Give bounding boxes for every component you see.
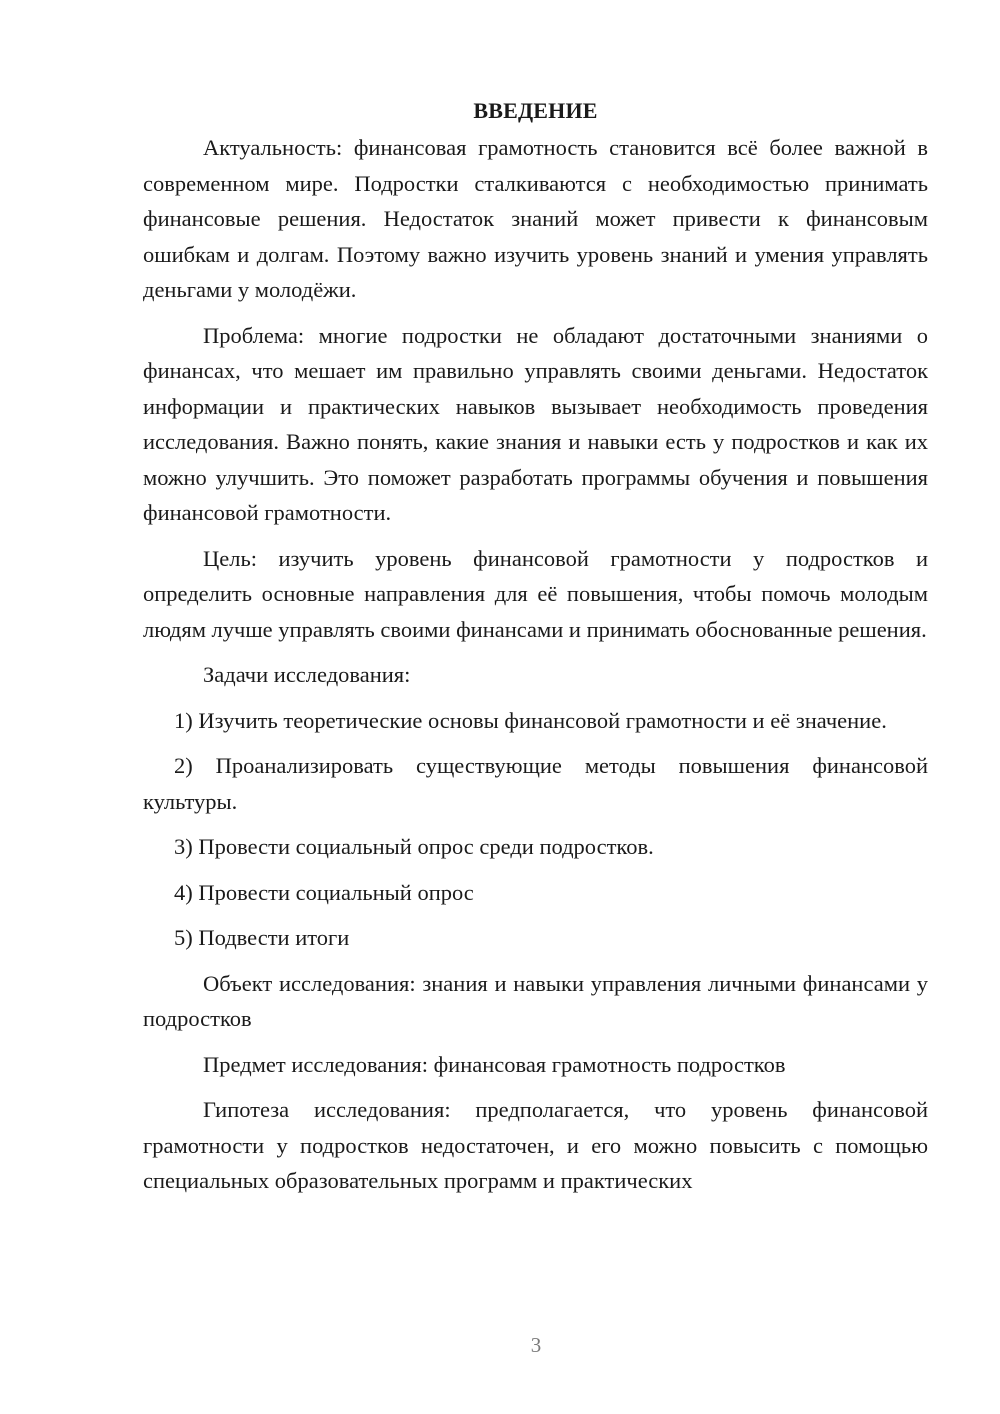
tasks-heading: Задачи исследования: [203,662,411,687]
task-item: 3) Провести социальный опрос среди подростков. [174,834,654,859]
task-item: 5) Подвести итоги [174,925,350,950]
paragraph-subject: Предмет исследования: финансовая грамотность подростков [203,1051,786,1077]
page-number: 3 [530,1333,542,1357]
section-title: ВВЕДЕНИЕ [473,98,598,123]
paragraph-object: Объект исследования: знания и навыки управления личными финансами у подростков [143,970,928,1031]
paragraph-relevance: Актуальность: финансовая грамотность становится всё более важной в современном мире. Подростки сталкиваются с необходимостью принимать финансовые решения. Недостаток знаний может привести к финансовым ошибкам и долгам. Поэтому важно изучить уровень знаний и умения управлять деньгами у молодёжи. [143,135,928,302]
task-item: 4) Провести социальный опрос [174,879,474,905]
task-item: 2) Проанализировать существующие методы повышения финансовой культуры. [143,753,928,814]
document-page [143,96,928,1199]
paragraph-hypothesis: Гипотеза исследования: предполагается, что уровень финансовой грамотности у подростков недостаточен, и его можно повысить с помощью специальных образовательных программ и практических [143,1097,928,1193]
task-item: 1) Изучить теоретические основы финансовой грамотности и её значение. [174,707,887,733]
paragraph-goal: Цель: изучить уровень финансовой грамотности у подростков и определить основные направления для её повышения, чтобы помочь молодым людям лучше управлять своими финансами и принимать обоснованные решения. [143,545,928,642]
paragraph-problem: Проблема: многие подростки не обладают достаточными знаниями о финансах, что мешает им правильно управлять своими деньгами. Недостаток информации и практических навыков вызывает необходимость проведения исследования. Важно понять, какие знания и навыки есть у подростков и как их можно улучшить. Это поможет разработать программы обучения и повышения финансовой грамотности. [143,322,928,525]
